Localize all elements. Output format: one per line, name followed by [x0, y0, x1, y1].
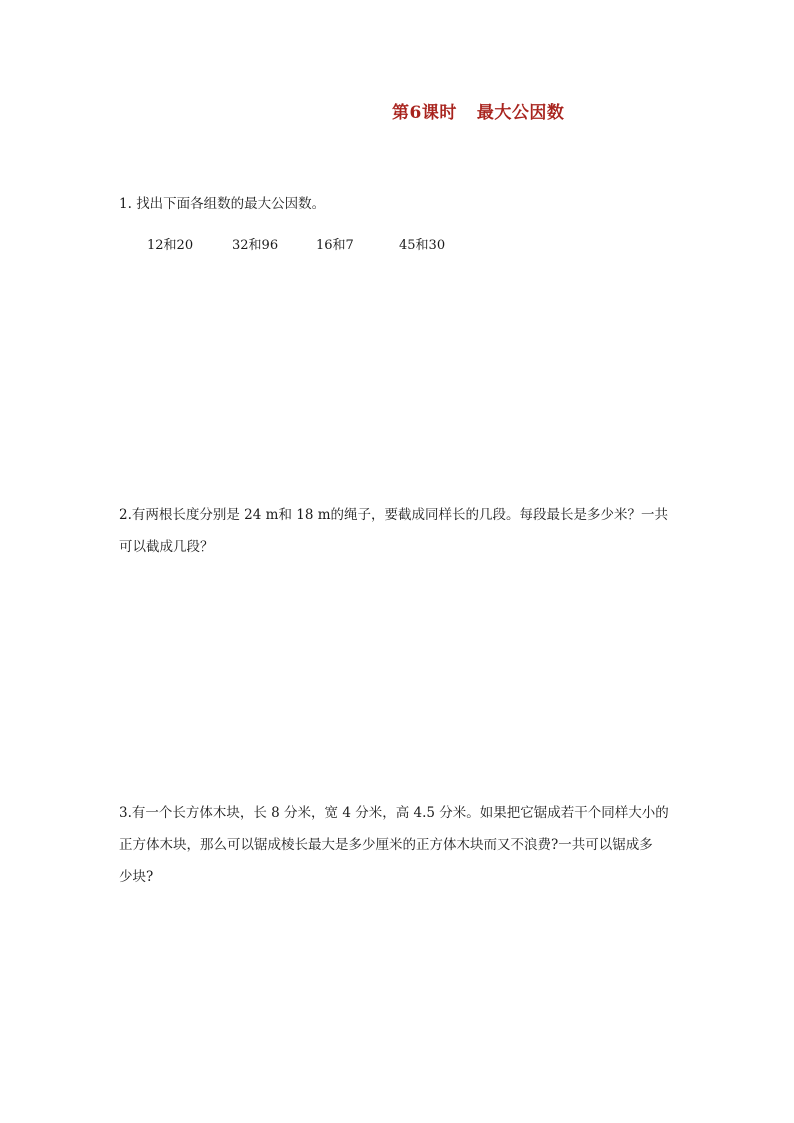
question-3-line-1	[119, 797, 669, 829]
question-2-line-2	[119, 531, 214, 563]
question-1-number: 1.	[119, 196, 132, 212]
lesson-number: 第6课时	[392, 103, 457, 123]
question-3-text-line-3: 少块?	[119, 869, 154, 885]
number-pair: 16和7	[316, 238, 354, 253]
question-3-number: 3.	[119, 805, 132, 821]
question-1-text: 找出下面各组数的最大公因数。	[136, 196, 326, 212]
question-3-line-3	[119, 861, 153, 893]
number-pair: 32和96	[232, 238, 279, 253]
lesson-topic: 最大公因数	[476, 103, 565, 123]
number-pair: 45和30	[399, 238, 446, 253]
number-pair: 12和20	[147, 238, 194, 253]
question-2-text-line-1: 有两根长度分别是 24 m和 18 m的绳子，要截成同样长的几段。每段最长是多少米？一共	[131, 507, 669, 523]
page-title	[392, 98, 564, 123]
question-1	[119, 188, 325, 220]
question-2-number: 2.	[119, 507, 132, 523]
question-3-text-line-1: 有一个长方体木块，长 8 分米，宽 4 分米，高 4.5 分米。如果把它锯成若干个同样大小的	[131, 805, 669, 821]
question-3-text-line-2: 正方体木块，那么可以锯成棱长最大是多少厘米的正方体木块而又不浪费?一共可以锯成多	[119, 837, 653, 853]
question-2-text-line-2: 可以截成几段？	[119, 539, 214, 555]
question-3-line-2	[119, 829, 653, 861]
question-2-line-1	[119, 499, 668, 531]
